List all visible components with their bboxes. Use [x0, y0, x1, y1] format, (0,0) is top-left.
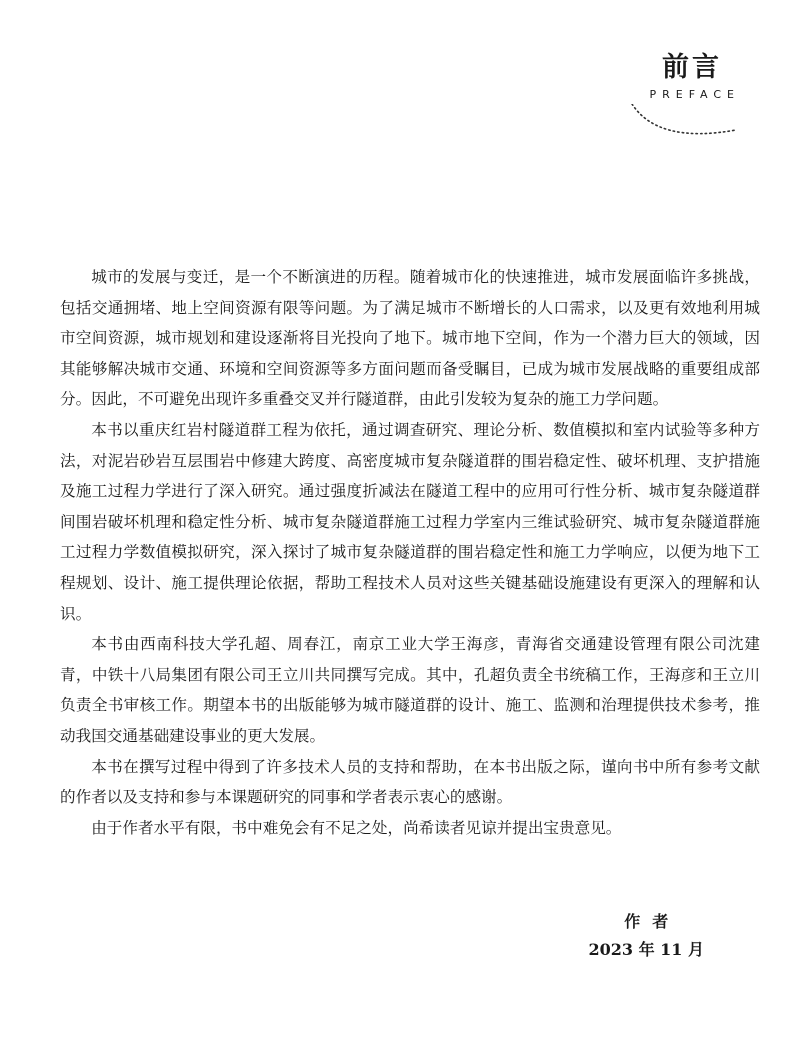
paragraph: 本书在撰写过程中得到了许多技术人员的支持和帮助，在本书出版之际，谨向书中所有参考文献的作者以及支持和参与本课题研究的同事和学者表示衷心的感谢。	[60, 757, 760, 807]
preface-header	[600, 44, 750, 144]
dotted-arc-icon	[628, 104, 740, 144]
signature-author: 作者	[624, 912, 681, 931]
signature-block	[588, 908, 704, 964]
paragraph: 本书由西南科技大学孔超、周春江，南京工业大学王海彦，青海省交通建设管理有限公司沈建青，中铁十八局集团有限公司王立川共同撰写完成。其中，孔超负责全书统稿工作，王海彦和王立川负责全书审核工作。期望本书的出版能够为城市隧道群的设计、施工、监测和治理提供技术参考，推动我国交通基础建设事业的更大发展。	[60, 635, 760, 745]
signature-date: 2023 年 11 月	[588, 940, 704, 959]
paragraph: 本书以重庆红岩村隧道群工程为依托，通过调查研究、理论分析、数值模拟和室内试验等多种方法，对泥岩砂岩互层围岩中修建大跨度、高密度城市复杂隧道群的围岩稳定性、破坏机理、支护措施及施工过程力学进行了深入研究。通过强度折减法在隧道工程中的应用可行性分析、城市复杂隧道群间围岩破坏机理和稳定性分析、城市复杂隧道群施工过程力学室内三维试验研究、城市复杂隧道群施工过程力学数值模拟研究，深入探讨了城市复杂隧道群的围岩稳定性和施工力学响应，以便为地下工程规划、设计、施工提供理论依据，帮助工程技术人员对这些关键基础设施建设有更深入的理解和认识。	[60, 420, 760, 623]
page-subtitle: PREFACE	[649, 88, 740, 101]
paragraph: 城市的发展与变迁，是一个不断演进的历程。随着城市化的快速推进，城市发展面临许多挑战，包括交通拥堵、地上空间资源有限等问题。为了满足城市不断增长的人口需求，以及更有效地利用城市空间资源，城市规划和建设逐渐将目光投向了地下。城市地下空间，作为一个潜力巨大的领域，因其能够解决城市交通、环境和空间资源等多方面问题而备受瞩目，已成为城市发展战略的重要组成部分。因此，不可避免出现许多重叠交叉并行隧道群，由此引发较为复杂的施工力学问题。	[60, 268, 760, 409]
preface-body	[60, 262, 760, 843]
page-title: 前言	[662, 52, 722, 83]
paragraph: 由于作者水平有限，书中难免会有不足之处，尚希读者见谅并提出宝贵意见。	[91, 818, 622, 837]
